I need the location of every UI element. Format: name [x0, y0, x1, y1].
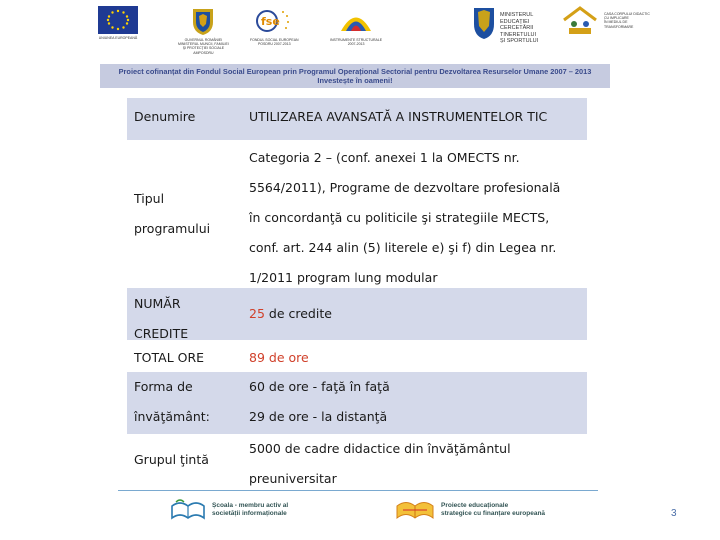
table-row [127, 140, 587, 290]
footer-right-logo: Proiecte educaționale strategice cu finanțare europeană [395, 498, 545, 522]
banner-line-1: Proiect cofinanțat din Fondul Social European prin Programul Operațional Sectorial pentru Dezvoltarea Resurselor Umane 2007 – 2013 [118, 67, 592, 76]
table-row [127, 434, 587, 488]
footer-left-logo: Școala - membru activ al societății informaționale [170, 498, 288, 522]
tipul-value: Categoria 2 – (conf. anexei 1 la OMECTS nr. 5564/2011), Programe de dezvoltare profesională în concordanţă cu politicile şi strategiile MECTS, conf. art. 244 alin (5) literele e) şi f) din Legea nr. 1/2011 program lung modular [249, 150, 561, 285]
cofinancing-banner [100, 64, 610, 88]
house-logo: CASA CORPULUI DIDACTIC CU IMPLICARE ÎN MEDIUL DE TRANSFORMARE [560, 6, 650, 36]
banner-line-2: Investește în oameni! [317, 76, 393, 85]
denumire-value: UTILIZAREA AVANSATĂ A INSTRUMENTELOR TIC [249, 109, 548, 124]
tipul-label: Tipul programului [134, 191, 211, 236]
total-value: 89 de ore [249, 350, 309, 365]
table-row [127, 98, 587, 140]
credite-label: NUMĂR CREDITE [134, 296, 189, 341]
table-row [127, 288, 587, 340]
table-row [127, 342, 587, 372]
eu-flag-logo: UNIUNEA EUROPEANĂ [98, 6, 138, 40]
svg-text:fse: fse [261, 15, 281, 28]
logo-strip [0, 0, 720, 60]
footer-divider [118, 490, 598, 491]
page-number: 3 [671, 508, 677, 519]
book-icon [395, 498, 435, 522]
forma-value: 60 de ore - faţă în faţă 29 de ore - la distanţă [249, 379, 390, 424]
romania-coat-of-arms-logo: GUVERNUL ROMÂNIEI MINISTERUL MUNCII, FAMILIEI ŞI PROTECŢIEI SOCIALE AMPOSDRU [178, 6, 229, 55]
table-row [127, 372, 587, 434]
minister-education-logo: MINISTERUL EDUCAȚIEI CERCETĂRII TINERETULUI ȘI SPORTULUI [472, 6, 538, 45]
forma-label: Forma de învăţământ: [134, 379, 210, 424]
total-label: TOTAL ORE [134, 350, 205, 365]
instrumente-structurale-logo: INSTRUMENTE STRUCTURALE 2007-2013 [330, 6, 382, 46]
fse-logo: fse FONDUL SOCIAL EUROPEAN POSDRU 2007-2013 [250, 6, 299, 46]
denumire-label: Denumire [134, 109, 196, 124]
credite-value: 25 de credite [249, 306, 332, 321]
grup-label: Grupul ţintă [134, 452, 209, 467]
grup-value: 5000 de cadre didactice din învăţământul preuniversitar [249, 441, 511, 486]
book-icon [170, 498, 206, 522]
credite-number: 25 [249, 306, 265, 321]
